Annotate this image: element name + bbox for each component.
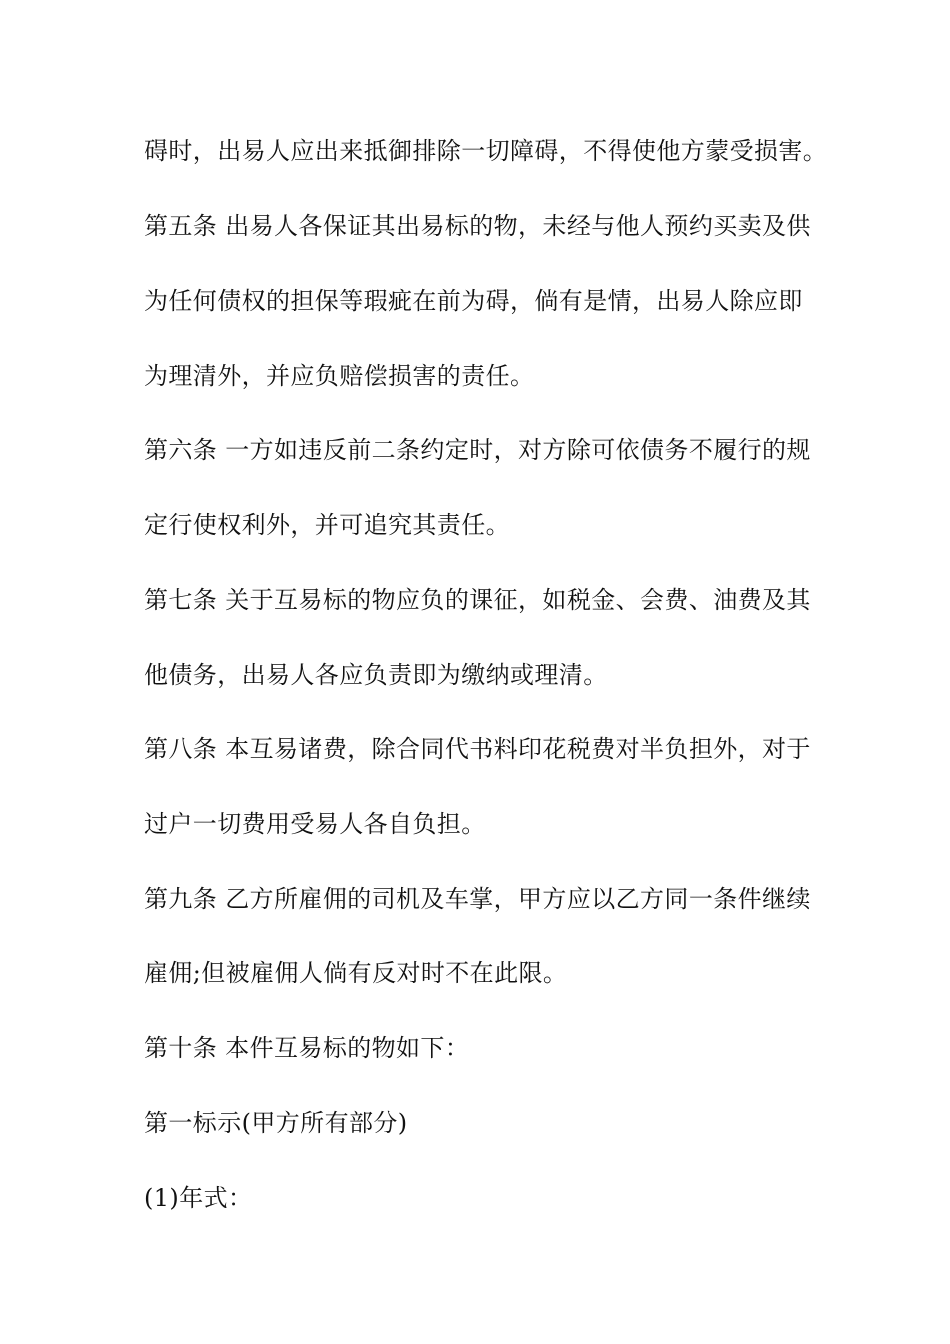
text-line: 第六条 一方如违反前二条约定时，对方除可依债务不履行的规 bbox=[144, 436, 811, 464]
text-line: 第九条 乙方所雇佣的司机及车掌，甲方应以乙方同一条件继续 bbox=[144, 885, 811, 913]
text-line: 碍时，出易人应出来抵御排除一切障碍，不得使他方蒙受损害。 bbox=[144, 137, 828, 165]
text-line: 第十条 本件互易标的物如下： bbox=[144, 1034, 470, 1062]
text-line: (1)年式： bbox=[144, 1184, 253, 1212]
text-line: 第五条 出易人各保证其出易标的物，未经与他人预约买卖及供 bbox=[144, 212, 811, 240]
text-line: 第八条 本互易诸费，除合同代书料印花税费对半负担外，对于 bbox=[144, 735, 811, 763]
text-line: 过户一切费用受易人各自负担。 bbox=[144, 810, 486, 838]
text-line: 为理清外，并应负赔偿损害的责任。 bbox=[144, 362, 535, 390]
text-line: 他债务，出易人各应负责即为缴纳或理清。 bbox=[144, 661, 608, 689]
text-line: 定行使权利外，并可追究其责任。 bbox=[144, 511, 510, 539]
text-line: 为任何债权的担保等瑕疵在前为碍，倘有是情，出易人除应即 bbox=[144, 287, 803, 315]
text-line: 第一标示(甲方所有部分) bbox=[144, 1109, 408, 1137]
text-line: 雇佣;但被雇佣人倘有反对时不在此限。 bbox=[144, 959, 568, 987]
text-line: 第七条 关于互易标的物应负的课征，如税金、会费、油费及其 bbox=[144, 586, 811, 614]
